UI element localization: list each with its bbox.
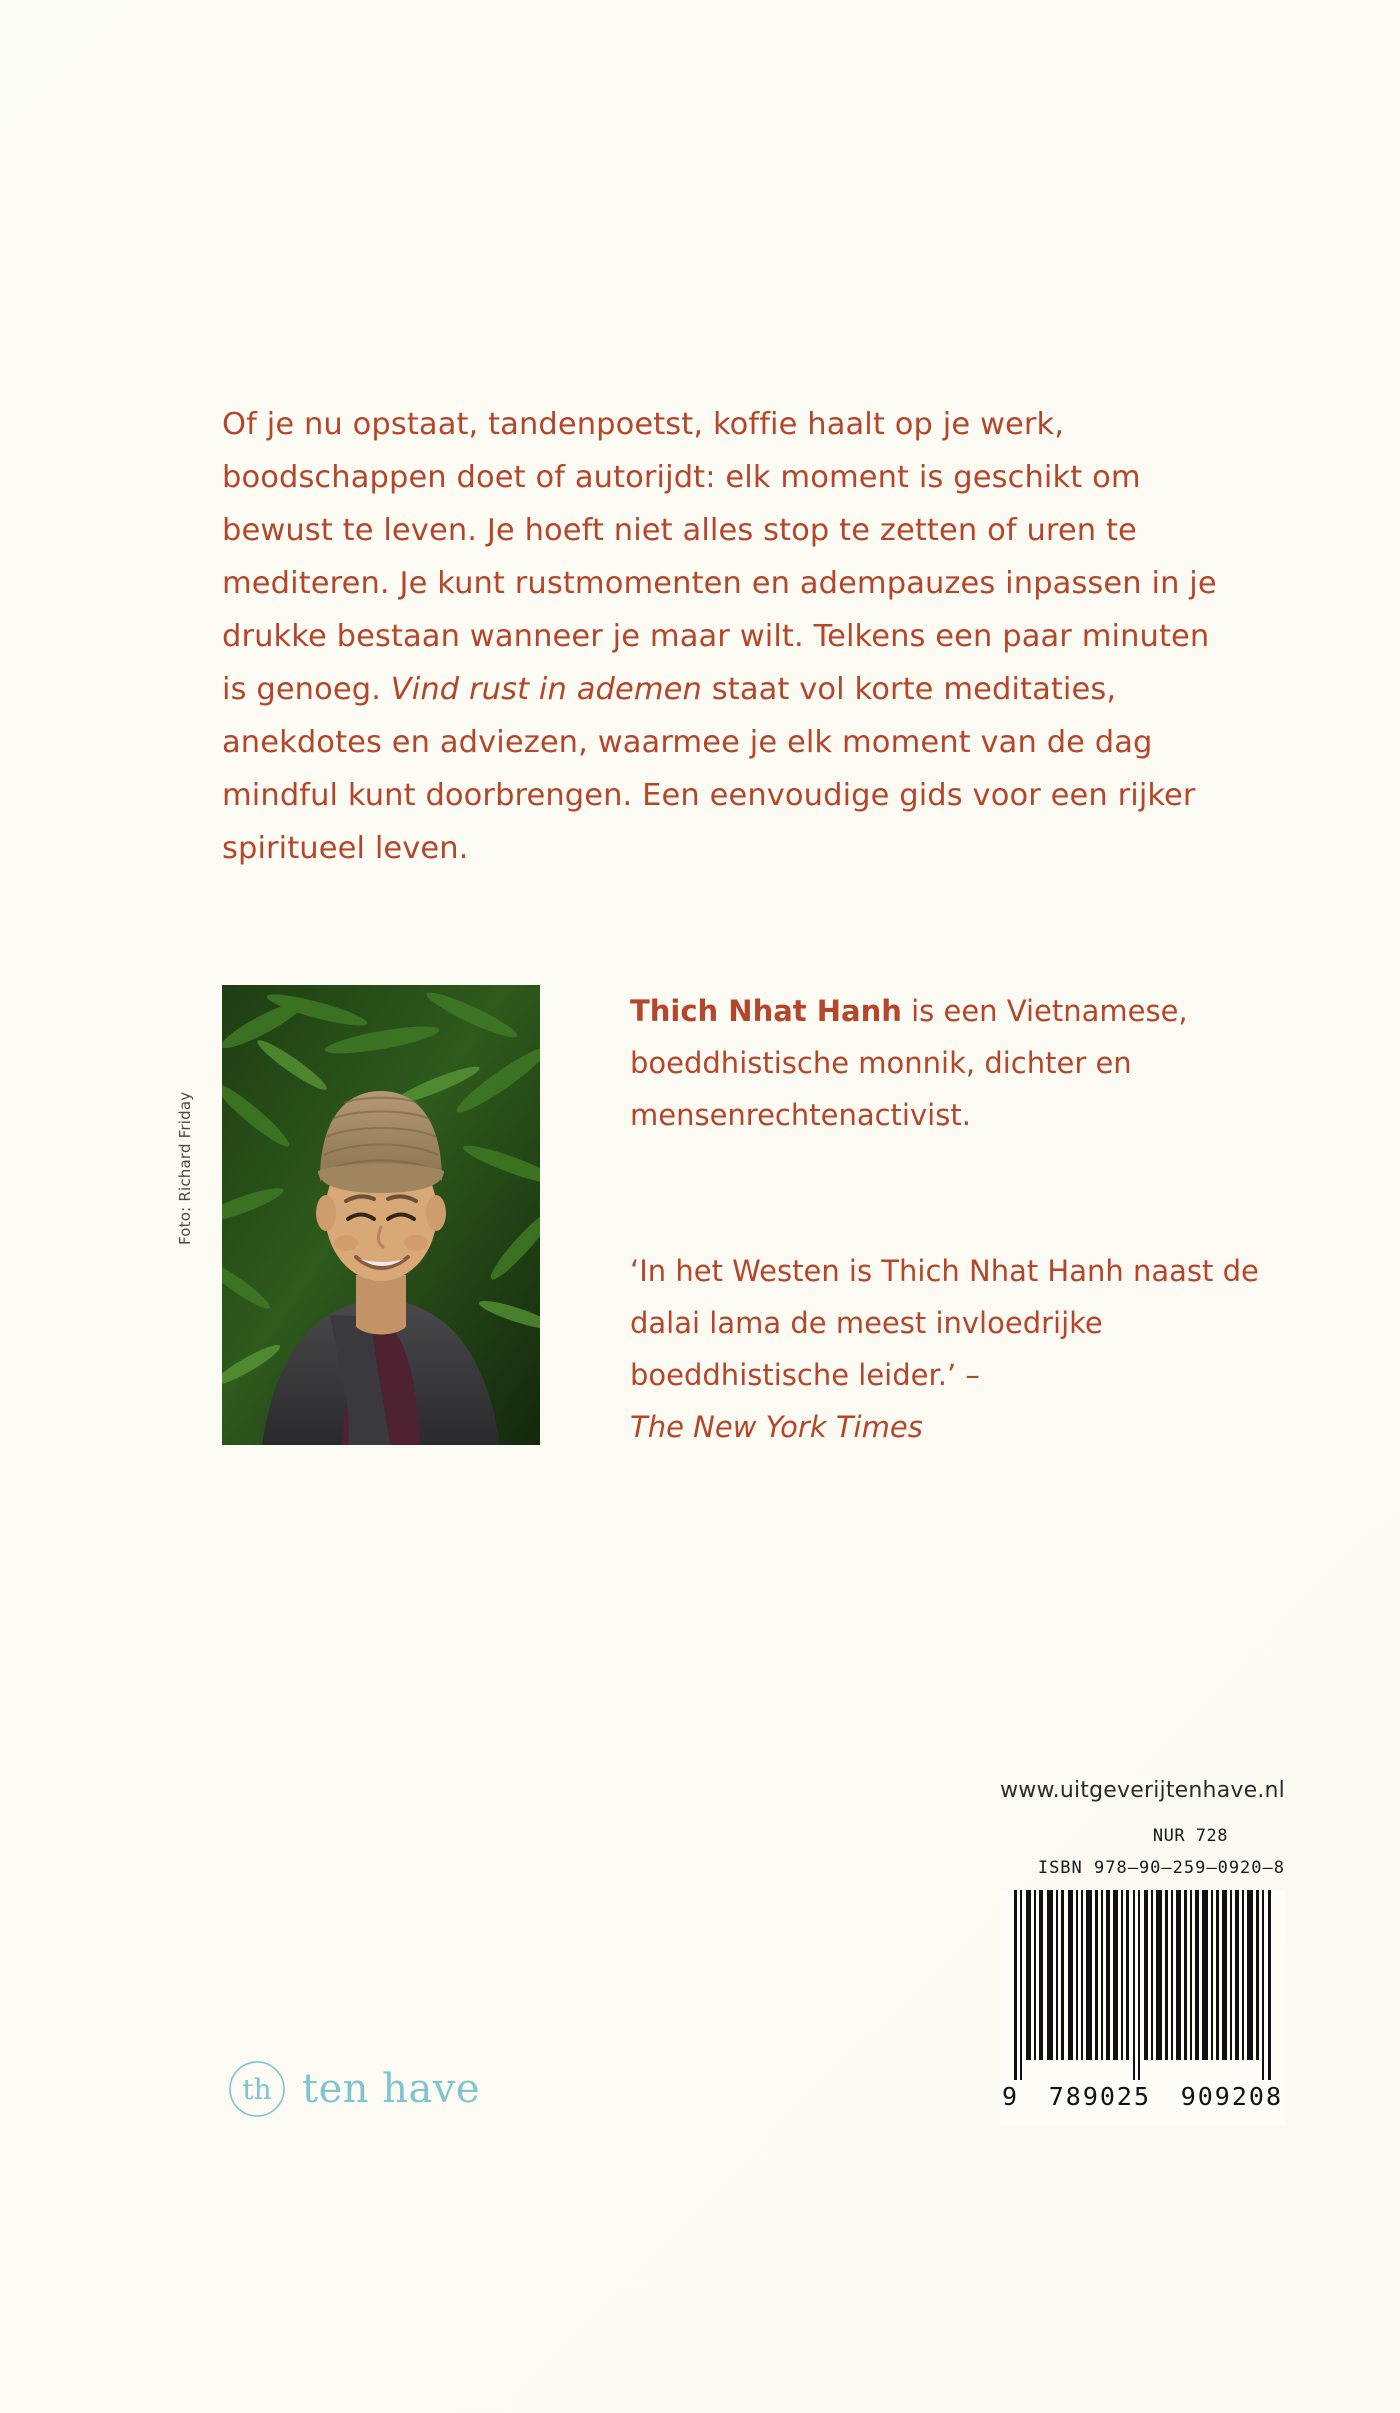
press-quote-text: ‘In het Westen is Thich Nhat Hanh naast de dalai lama de meest invloedrijke boeddhistische leider.’ – <box>630 1254 1259 1392</box>
book-blurb <box>222 398 1227 875</box>
author-bio <box>630 985 1330 1141</box>
barcode-bars <box>1012 1890 1274 2080</box>
barcode-digit-left: 9 <box>1002 2082 1020 2111</box>
author-bio-text: is een Vietnamese, boeddhistische monnik, dichter en mensenrechtenactivist. <box>630 994 1188 1132</box>
ten-have-monogram-icon <box>228 2060 286 2118</box>
svg-text:th: th <box>242 2073 272 2106</box>
barcode <box>1000 1890 1285 2125</box>
blurb-part-2: staat vol korte meditaties, anekdotes en adviezen, waarmee je elk moment van de dag mindful kunt doorbrengen. Een eenvoudige gids voor een rijker spiritueel leven. <box>222 672 1196 866</box>
author-name: Thich Nhat Hanh <box>630 994 902 1028</box>
blurb-title-italic: Vind rust in ademen <box>390 672 702 707</box>
press-quote <box>630 1245 1330 1453</box>
author-portrait-image <box>222 985 540 1445</box>
isbn-code: ISBN 978–90–259–0920–8 <box>1037 1858 1285 1878</box>
barcode-digits-right: 909208 <box>1180 2082 1283 2111</box>
photo-credit: Foto: Richard Friday <box>176 1091 194 1245</box>
publisher-name: ten have <box>302 2066 481 2112</box>
publisher-logo[interactable] <box>228 2060 480 2118</box>
nur-code: NUR 728 <box>1152 1826 1228 1846</box>
barcode-digits <box>1000 2082 1285 2111</box>
press-quote-source: The New York Times <box>630 1410 923 1444</box>
blurb-part-1: Of je nu opstaat, tandenpoetst, koffie haalt op je werk, boodschappen doet of autorijdt: elk moment is geschikt om bewust te leven. Je hoeft niet alles stop te zetten of uren te mediteren. Je kunt rustmomenten en adempauzes inpassen in je drukke bestaan wanneer je maar wilt. Telkens een paar minuten is genoeg. <box>222 407 1217 707</box>
barcode-digits-main: 789025 <box>1048 2082 1152 2111</box>
author-photo <box>222 985 540 1445</box>
publisher-website[interactable]: www.uitgeverijtenhave.nl <box>1000 1778 1285 1803</box>
